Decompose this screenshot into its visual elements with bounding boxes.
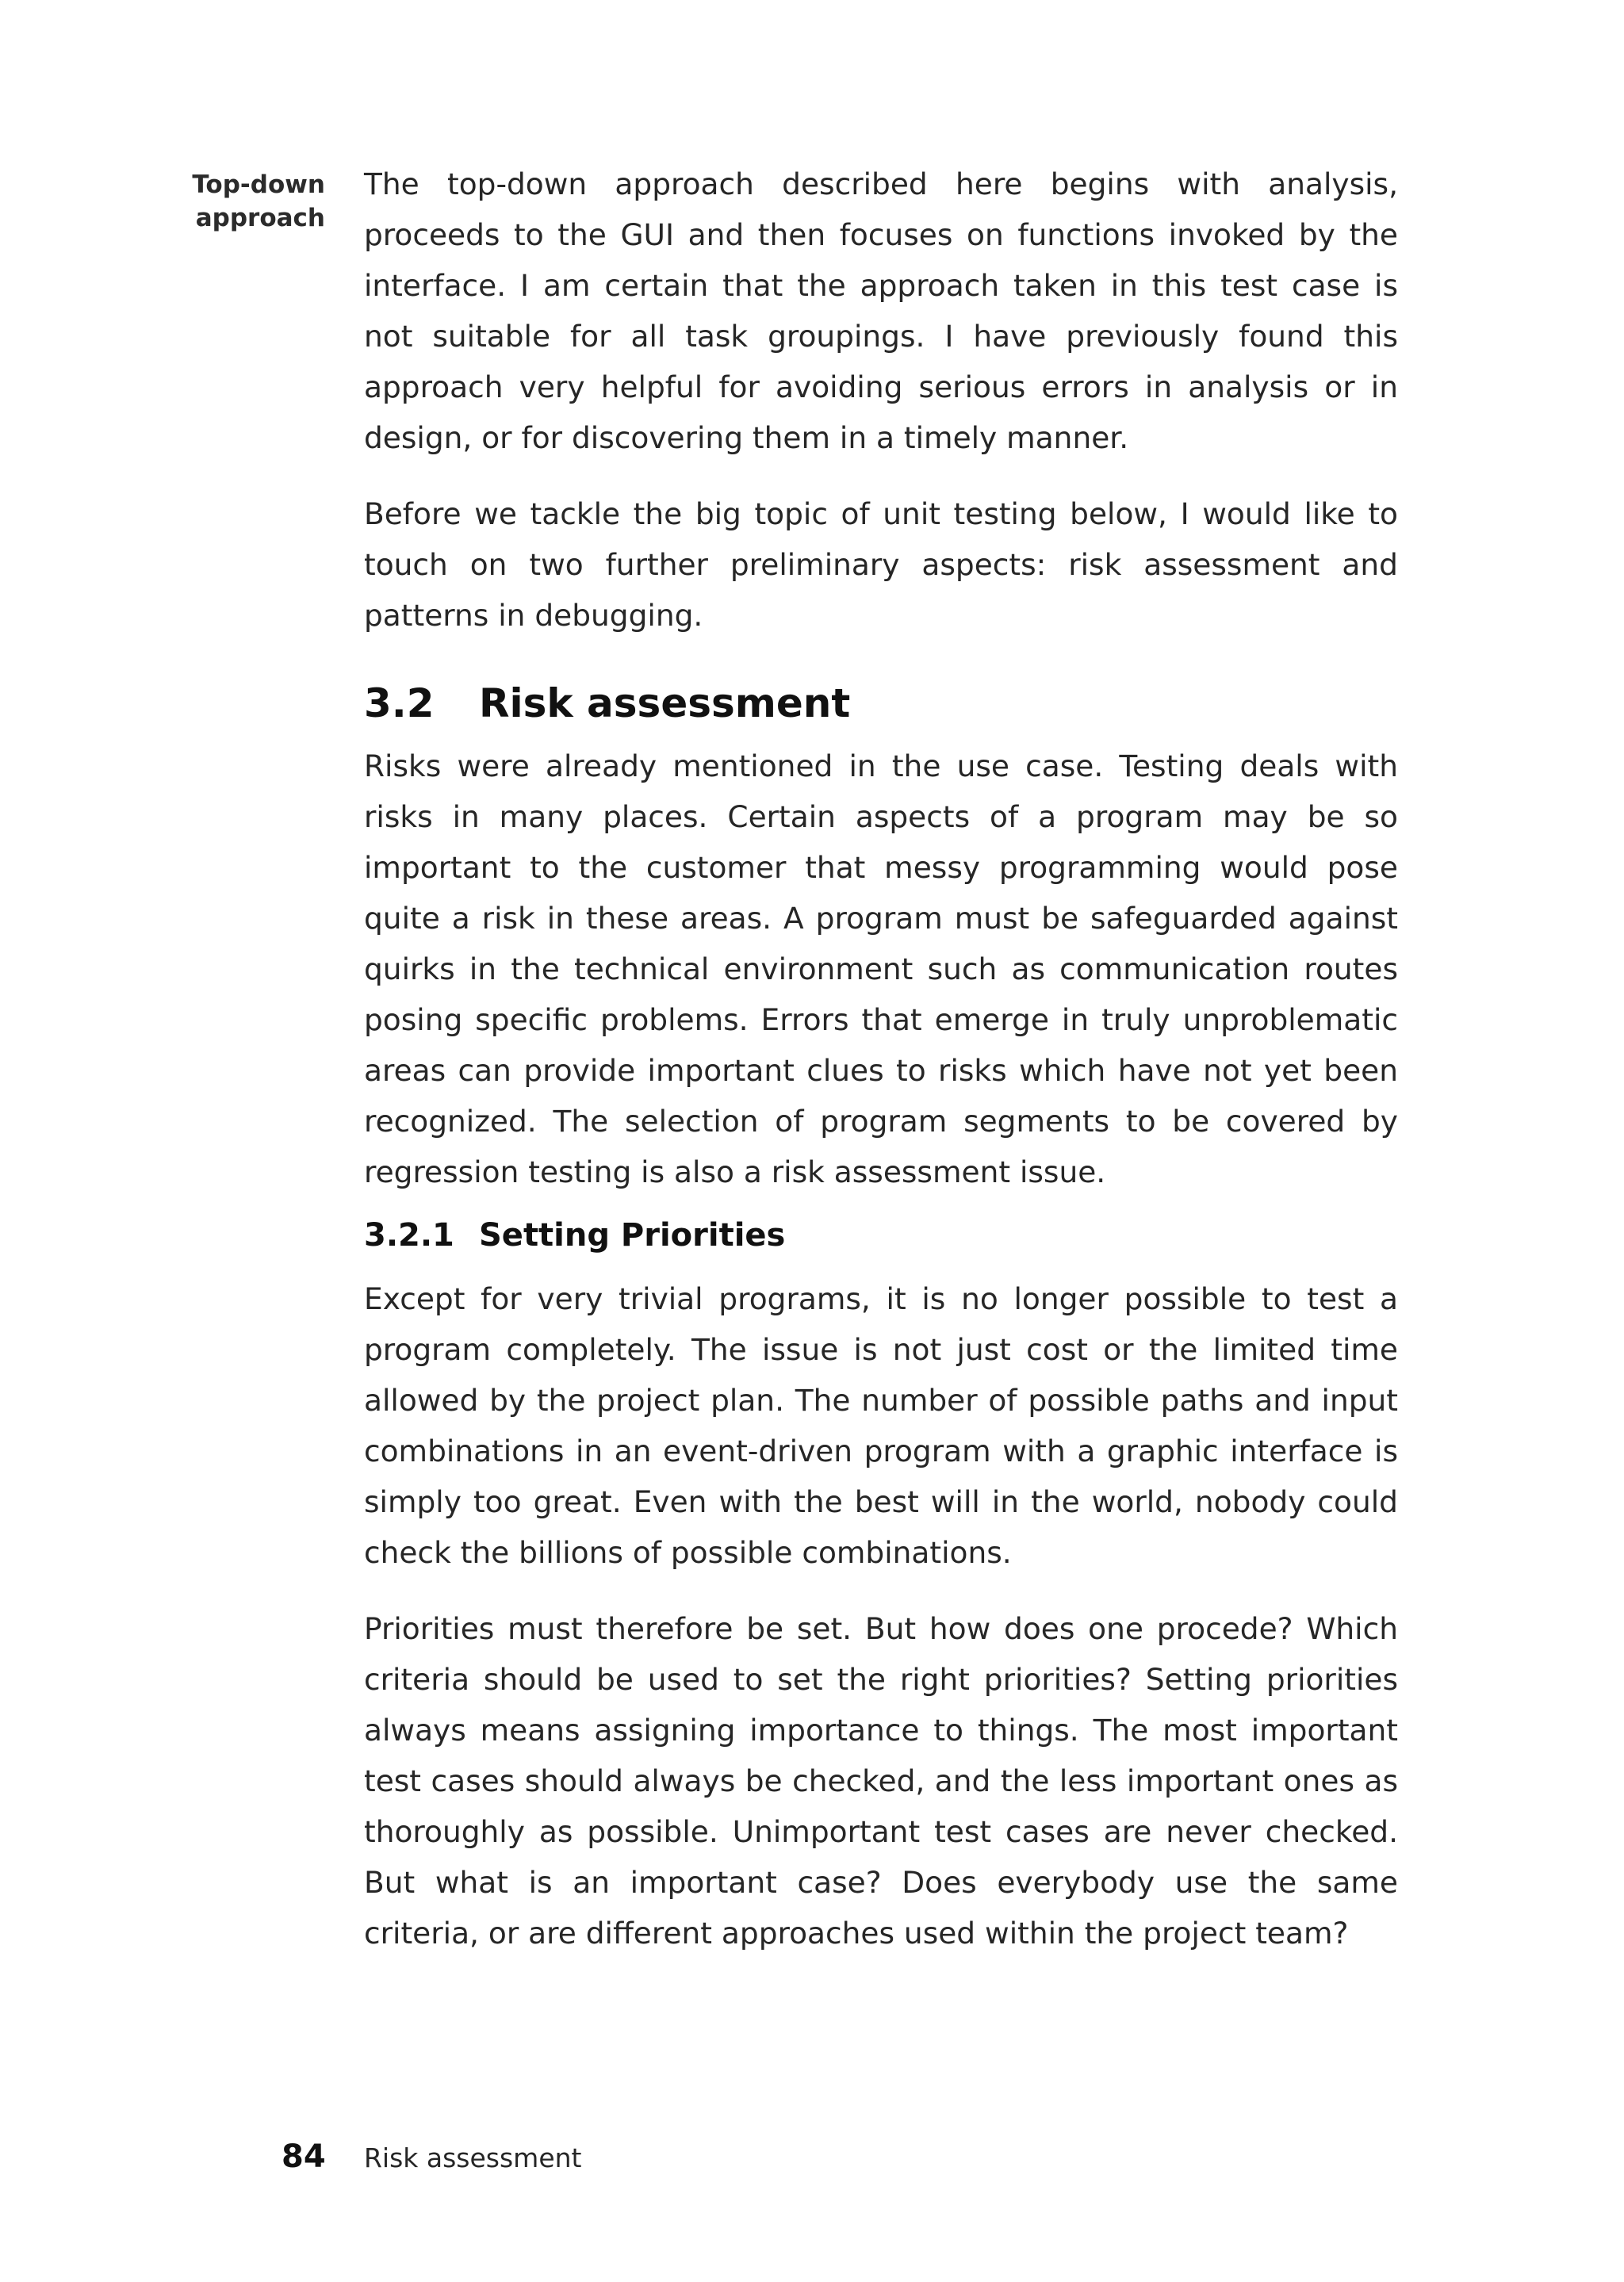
paragraph-preliminary-aspects: Before we tackle the big topic of unit testing below, I would like to touch on two further preliminary aspects: risk assessment and patterns in debugging. bbox=[364, 496, 1398, 633]
margin-note-line-2: approach bbox=[195, 204, 325, 232]
subsection-number: 3.2.1 bbox=[364, 1217, 454, 1254]
page-number: 84 bbox=[282, 2138, 326, 2175]
paragraph-risks: Risks were already mentioned in the use case. Testing deals with risks in many places. Certain aspects of a program may be so important to the customer that messy programming would pose quite a risk in these areas. A program must be safeguarded against quirks in the technical environment such as communication routes posing specific problems. Errors that emerge in truly unproblematic areas can provide important clues to risks which have not yet been recognized. The selection of program segments to be covered by regression testing is also a risk assessment issue. bbox=[364, 749, 1398, 1189]
section-heading bbox=[364, 666, 1398, 741]
running-title: Risk assessment bbox=[364, 2142, 582, 2173]
page-footer bbox=[282, 2138, 582, 2175]
subsection-title: Setting Priorities bbox=[479, 1217, 786, 1254]
margin-note-line-1: Top-down bbox=[192, 170, 325, 199]
section-number: 3.2 bbox=[364, 680, 435, 726]
paragraph-gap bbox=[364, 1578, 1398, 1603]
paragraph-top-down-approach: The top-down approach described here begins with analysis, proceeds to the GUI and then focuses on functions invoked by the interface. I am certain that the approach taken in this test case is not suitable for all task groupings. I have previously found this approach very helpful for avoiding serious errors in analysis or in design, or for discovering them in a timely manner. bbox=[364, 167, 1398, 455]
page-body bbox=[364, 159, 1398, 1958]
paragraph-complete-testing: Except for very trivial programs, it is no longer possible to test a program completely. The issue is not just cost or the limited time allowed by the project plan. The number of possible paths and input combinations in an event-driven program with a graphic interface is simply too great. Even with the best will in the world, nobody could check the billions of possible combinations. bbox=[364, 1281, 1398, 1570]
paragraph-gap bbox=[364, 641, 1398, 666]
paragraph-gap bbox=[364, 463, 1398, 488]
margin-note bbox=[159, 168, 325, 235]
section-title: Risk assessment bbox=[479, 680, 851, 726]
paragraph-priorities: Priorities must therefore be set. But how does one procede? Which criteria should be used to set the right priorities? Setting priorities always means assigning importance to things. The most important test cases should always be checked, and the less important ones as thoroughly as possible. Unimportant test cases are never checked. But what is an important case? Does everybody use the same criteria, or are different approaches used within the project team? bbox=[364, 1611, 1398, 1951]
subsection-heading bbox=[364, 1197, 1398, 1273]
